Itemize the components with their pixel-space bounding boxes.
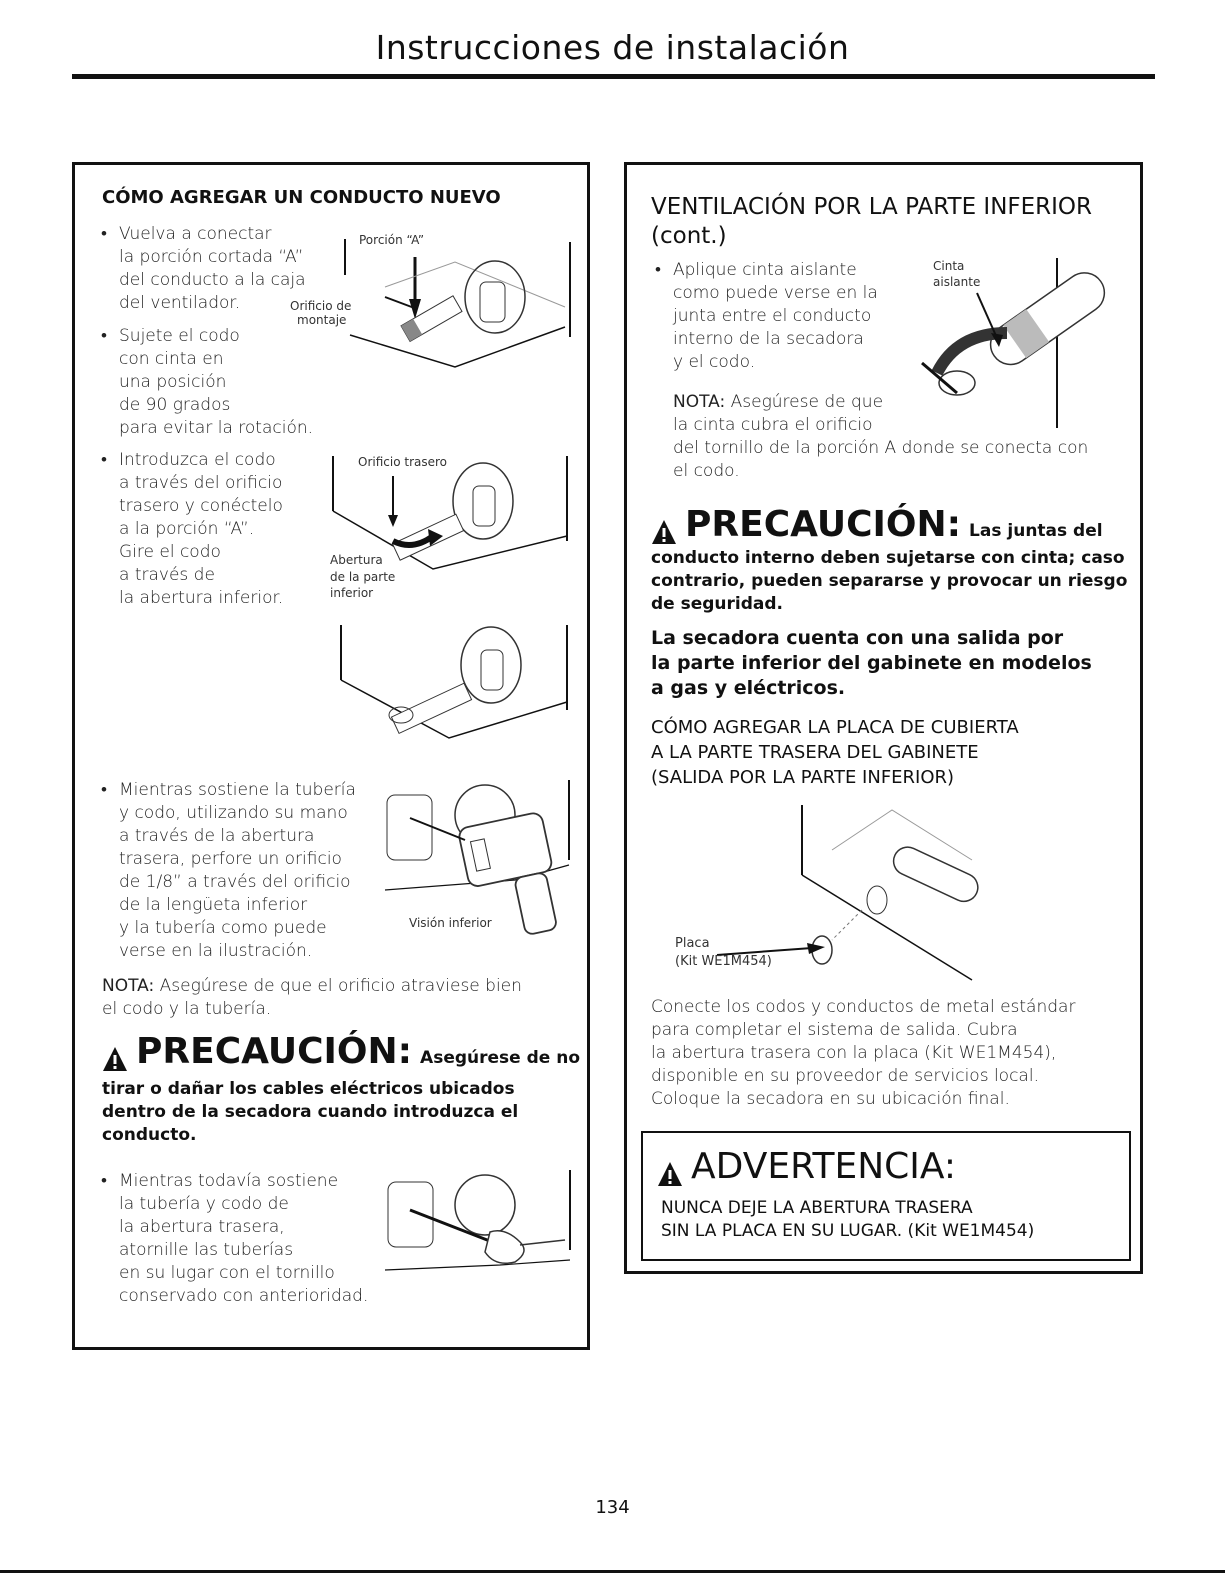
right-caution-text <box>651 547 1141 616</box>
text-line: trasera, perfore un orificio <box>119 849 342 869</box>
warning-line-2-main: SIN LA PLACA EN SU LUGAR. <box>661 1221 903 1241</box>
text-line: A LA PARTE TRASERA DEL GABINETE <box>651 742 979 763</box>
warning-header <box>657 1147 956 1187</box>
page-number: 134 <box>595 1497 630 1518</box>
warning-text <box>661 1197 1121 1243</box>
text-line: dentro de la secadora cuando introduzca el <box>102 1102 519 1122</box>
text-line: del tornillo de la porción A donde se conecta con <box>673 438 1089 458</box>
fig-label-vision-inferior: Visión inferior <box>409 916 492 930</box>
text-line: como puede verse en la <box>673 283 878 303</box>
fig-label-porcion-a: Porción “A” <box>359 233 425 247</box>
text-line: a través de <box>119 565 215 585</box>
heading-line-1: VENTILACIÓN POR LA PARTE INFERIOR <box>651 194 1093 220</box>
fig-label-cinta: Cinta <box>933 259 965 273</box>
text-line: a través de la abertura <box>119 826 315 846</box>
left-caution-header <box>102 1032 580 1072</box>
text-line: del conducto a la caja <box>119 270 306 290</box>
right-caution-header <box>651 505 1103 545</box>
text-line: del ventilador. <box>119 293 241 313</box>
bottom-outlet-statement <box>651 626 1141 701</box>
warning-word: ADVERTENCIA: <box>691 1146 957 1187</box>
text-line: en su lugar con el tornillo <box>119 1263 335 1283</box>
text-line: el codo. <box>673 461 740 481</box>
text-line: contrario, pueden separarse y provocar un riesgo <box>651 571 1128 591</box>
text-line: • Mientras sostiene la tubería <box>119 780 356 800</box>
text-line: para completar el sistema de salida. Cubra <box>651 1020 1018 1040</box>
note-label: NOTA: <box>673 392 726 412</box>
text-line: Gire el codo <box>119 542 221 562</box>
fig-label-montaje: montaje <box>297 313 347 327</box>
text-line: La secadora cuenta con una salida por <box>651 627 1064 649</box>
right-panel <box>624 162 1143 1274</box>
warning-line-1: NUNCA DEJE LA ABERTURA TRASERA <box>661 1198 973 1218</box>
text-line: disponible en su proveedor de servicios local. <box>651 1066 1039 1086</box>
right-bullet-tape <box>673 259 923 374</box>
note-text: Asegúrese de que el orificio atraviese bien <box>154 976 522 996</box>
right-note-line-1 <box>673 391 1143 414</box>
text-line: la abertura trasera con la placa (Kit WE1M454), <box>651 1043 1057 1063</box>
caution-lead: Asegúrese de no <box>420 1048 581 1068</box>
fig-label-aislante: aislante <box>933 275 981 289</box>
right-note <box>673 391 1143 483</box>
title-divider <box>72 74 1155 79</box>
text-line: conducto interno deben sujetarse con cinta; caso <box>651 548 1125 568</box>
text-line: la parte inferior del gabinete en modelos <box>651 652 1092 674</box>
warning-line-2 <box>661 1220 1121 1243</box>
screwdriver-illustration <box>380 1170 575 1280</box>
fig-label-orificio: Orificio de <box>290 299 352 313</box>
text-line: • Vuelva a conectar <box>119 224 272 244</box>
text-line: Coloque la secadora en su ubicación final. <box>651 1089 1010 1109</box>
fig-label-abertura: Abertura <box>330 553 383 567</box>
text-line: • Introduzca el codo <box>119 450 276 470</box>
text-line: a gas y eléctricos. <box>651 677 846 699</box>
note-text: Asegúrese de que <box>725 392 884 412</box>
note-label: NOTA: <box>102 976 155 996</box>
text-line: de seguridad. <box>651 594 784 614</box>
elbow-rotated-illustration <box>341 620 573 740</box>
left-note-line-1 <box>102 975 582 998</box>
bottom-divider <box>0 1570 1225 1573</box>
text-line: atornille las tuberías <box>119 1240 294 1260</box>
left-bullet-insert-elbow <box>119 449 359 610</box>
text-line: Conecte los codos y conductos de metal estándar <box>651 997 1076 1017</box>
fig-label-kit: (Kit WE1M454) <box>675 954 772 969</box>
fig-label-orificio-trasero: Orificio trasero <box>358 455 447 469</box>
text-line: conservado con anterioridad. <box>119 1286 369 1306</box>
text-line: para evitar la rotación. <box>119 418 314 438</box>
text-line: la tubería y codo de <box>119 1194 289 1214</box>
text-line: tirar o dañar los cables eléctricos ubicados <box>102 1079 515 1099</box>
warning-triangle-icon <box>657 1161 683 1187</box>
text-line: la porción cortada “A” <box>119 247 304 267</box>
text-line: y codo, utilizando su mano <box>119 803 348 823</box>
fig-label-de-la-parte: de la parte <box>330 570 396 584</box>
left-heading: CÓMO AGREGAR UN CONDUCTO NUEVO <box>102 187 501 208</box>
heading-line-2: (cont.) <box>651 223 727 249</box>
text-line: a la porción “A”. <box>119 519 255 539</box>
text-line: la abertura trasera, <box>119 1217 285 1237</box>
text-line: con cinta en <box>119 349 224 369</box>
text-line: a través del orificio <box>119 473 283 493</box>
text-line: y la tubería como puede <box>119 918 327 938</box>
left-caution-text <box>102 1078 582 1147</box>
note-text-line-2: el codo y la tubería. <box>102 999 272 1019</box>
text-line: • Mientras todavía sostiene <box>119 1171 339 1191</box>
left-bullet-screw <box>119 1170 379 1308</box>
caution-word: PRECAUCIÓN: <box>136 1031 413 1072</box>
text-line: interno de la secadora <box>673 329 864 349</box>
text-line: de 90 grados <box>119 395 231 415</box>
right-heading <box>651 193 1092 251</box>
warning-line-2-kit: (Kit WE1M454) <box>902 1221 1035 1241</box>
fig-label-placa: Placa <box>675 936 710 951</box>
page-title: Instrucciones de instalación <box>375 28 850 67</box>
warning-box <box>641 1131 1131 1261</box>
text-line: verse en la ilustración. <box>119 941 313 961</box>
warning-triangle-icon <box>102 1046 128 1072</box>
text-line: junta entre el conducto <box>673 306 872 326</box>
text-line: una posición <box>119 372 227 392</box>
connect-instructions <box>651 996 1141 1111</box>
text-line: • Sujete el codo <box>119 326 240 346</box>
caution-lead: Las juntas del <box>969 521 1103 541</box>
text-line: CÓMO AGREGAR LA PLACA DE CUBIERTA <box>651 717 1019 738</box>
left-note <box>102 975 582 1021</box>
text-line: de 1/8” a través del orificio <box>119 872 351 892</box>
cover-plate-subheading <box>651 715 1141 790</box>
text-line: la cinta cubra el orificio <box>673 415 873 435</box>
left-bullet-drill <box>119 779 399 963</box>
text-line: de la lengüeta inferior <box>119 895 308 915</box>
caution-word: PRECAUCIÓN: <box>685 504 962 545</box>
text-line: trasero y conéctelo <box>119 496 283 516</box>
fig-label-inferior: inferior <box>330 586 374 600</box>
text-line: (SALIDA POR LA PARTE INFERIOR) <box>651 767 955 788</box>
warning-triangle-icon <box>651 519 677 545</box>
left-panel <box>72 162 590 1350</box>
text-line: conducto. <box>102 1125 197 1145</box>
text-line: • Aplique cinta aislante <box>673 260 857 280</box>
text-line: la abertura inferior. <box>119 588 284 608</box>
text-line: y el codo. <box>673 352 756 372</box>
